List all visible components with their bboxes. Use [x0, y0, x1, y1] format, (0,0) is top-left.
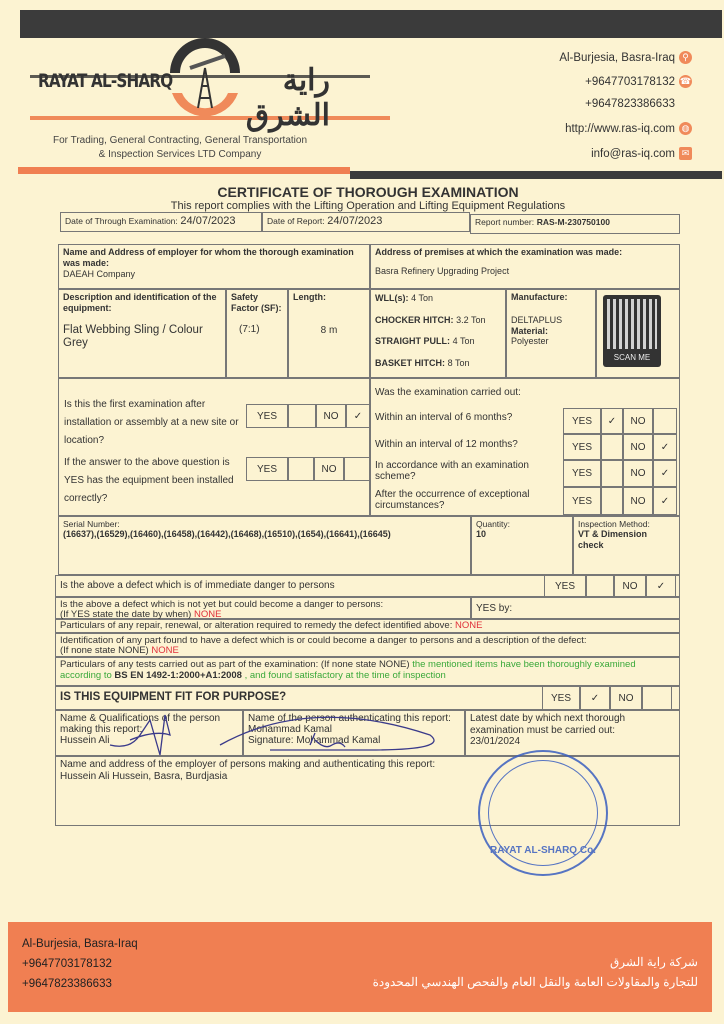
contact-email[interactable]: [591, 147, 692, 160]
yes-checkbox[interactable]: [601, 487, 623, 515]
contact-text: +9647823386633: [585, 98, 675, 110]
identification-hint: (If none state NONE): [60, 645, 149, 657]
yes-label: YES: [563, 487, 601, 515]
label: Safety Factor (SF):: [231, 292, 282, 313]
quantity-cell: [471, 516, 573, 575]
first-exam-yes-no: [246, 404, 370, 428]
no-checkbox[interactable]: ✓: [646, 575, 676, 597]
no-label: NO: [623, 434, 653, 460]
globe-icon: ◍: [679, 122, 692, 135]
tests-standard: BS EN 1492-1:2000+A1:2008: [114, 669, 242, 681]
yes-checkbox[interactable]: [586, 575, 614, 597]
no-label: NO: [623, 460, 653, 487]
page-subtitle: This report complies with the Lifting Operation and Lifting Equipment Regulations: [170, 200, 566, 212]
danger-yes-no: [544, 575, 676, 597]
sf-cell: [226, 289, 288, 378]
yes-label: YES: [563, 408, 601, 434]
no-label: NO: [610, 686, 642, 710]
label: BASKET HITCH:: [375, 357, 445, 368]
employer-persons-value: Hussein Ali Hussein, Basra, Burdjasia: [60, 770, 228, 782]
label: Length:: [293, 292, 326, 302]
maker-label: Name & Qualifications of the person making this report:: [60, 713, 221, 735]
footer-tagline-ar: للتجارة والمقاولات العامة والنقل العام والفحص الهندسي المحدودة: [372, 975, 698, 989]
label: Manufacture:: [511, 292, 568, 302]
phone-icon: ☎: [679, 76, 692, 86]
contact-text: Al-Burjesia, Basra-Iraq: [559, 51, 675, 64]
yes-label: YES: [246, 457, 288, 481]
company-stamp: [478, 750, 608, 876]
divider-dark: [350, 171, 722, 179]
yes-checkbox[interactable]: [288, 404, 316, 428]
footer-company-ar: شركة راية الشرق: [609, 955, 698, 969]
future-danger-hint: (If YES state the date by when): [60, 608, 192, 620]
no-checkbox[interactable]: [642, 686, 672, 710]
interval-12-question: Within an interval of 12 months?: [375, 439, 518, 450]
yes-label: YES: [542, 686, 580, 710]
future-danger-cell: [55, 597, 471, 619]
yes-checkbox[interactable]: [288, 457, 314, 481]
length: 8 m: [320, 324, 338, 336]
no-checkbox[interactable]: ✓: [653, 487, 677, 515]
contact-text: +9647703178132: [585, 75, 675, 88]
no-label: NO: [614, 575, 646, 597]
wll-cell: [370, 289, 506, 378]
wll: 4 Ton: [411, 293, 433, 303]
no-checkbox[interactable]: ✓: [346, 404, 370, 428]
no-checkbox[interactable]: [344, 457, 370, 481]
yes-by-label: YES by:: [476, 603, 513, 614]
interval-6-yes-no: [563, 408, 677, 434]
quantity: 10: [476, 529, 487, 540]
label: Date of Report:: [267, 216, 325, 226]
repair-value: NONE: [455, 620, 483, 631]
label: Report number:: [475, 217, 535, 227]
label: Material:: [511, 325, 549, 336]
footer: [8, 922, 712, 1012]
material: Polyester: [511, 336, 549, 347]
next-exam-date: 23/01/2024: [470, 736, 521, 747]
no-checkbox[interactable]: ✓: [653, 460, 677, 487]
scheme-question: In accordance with an examination scheme?: [375, 460, 529, 482]
yes-label: YES: [563, 460, 601, 487]
email-icon: ✉: [679, 147, 692, 160]
signature-name: Mohammad Kamal: [296, 735, 381, 746]
inspection-method: VT & Dimension check: [578, 529, 648, 550]
exceptional-question: After the occurrence of exceptional circumstances?: [375, 489, 530, 511]
manufacture-cell: [506, 289, 596, 378]
location-pin-icon: ⚲: [679, 51, 692, 64]
identification-cell: [55, 633, 680, 657]
premises-cell: [370, 244, 680, 289]
tests-question: Particulars of any tests carried out as part of the examination: (If none state NONE): [60, 659, 410, 670]
repair-question: Particulars of any repair, renewal, or alteration required to remedy the defect identified above:: [60, 620, 453, 631]
header-top-bar: [20, 10, 722, 38]
tests-result: the mentioned items have been thoroughly examined according to: [60, 659, 636, 681]
contact-phone-1: [585, 75, 692, 88]
signature-label: Signature:: [248, 735, 294, 746]
identification-value: NONE: [151, 645, 179, 657]
tagline-1: For Trading, General Contracting, General Transportation: [52, 135, 308, 146]
label: Name and Address of employer for whom the thorough examination was made:: [63, 247, 354, 268]
serial-numbers: (16637),(16529),(16460),(16458),(16442),(16468),(16510),(1654),(16641),(16645): [63, 529, 391, 540]
maker-name: Hussein Ali: [60, 735, 110, 746]
tests-cell: [55, 657, 680, 686]
safety-factor: (7:1): [239, 323, 260, 335]
equipment-description: Flat Webbing Sling / Colour Grey: [63, 323, 203, 350]
fit-yes-no: [542, 686, 672, 710]
fit-question: IS THIS EQUIPMENT FIT FOR PURPOSE?: [60, 691, 287, 703]
danger-question: Is the above a defect which is of immediate danger to persons: [60, 580, 335, 591]
installed-yes-no: [246, 457, 370, 481]
authenticator-name: Mohammad Kamal: [248, 724, 332, 735]
label: Quantity:: [476, 519, 511, 529]
page-title: CERTIFICATE OF THOROUGH EXAMINATION: [217, 184, 519, 200]
contact-website[interactable]: [565, 122, 692, 135]
employer-cell: [58, 244, 370, 289]
method-cell: [573, 516, 680, 575]
tagline-2: & Inspection Services LTD Company: [98, 149, 262, 160]
footer-address: Al-Burjesia, Basra-Iraq: [22, 938, 138, 950]
label: STRAIGHT PULL:: [375, 336, 450, 346]
yes-checkbox[interactable]: [601, 434, 623, 460]
first-exam-question: Is this the first examination after installation or assembly at a new site or location?: [64, 399, 239, 446]
label: WLL(s):: [375, 293, 409, 303]
label: Serial Number:: [63, 519, 120, 529]
next-exam-cell: [465, 710, 680, 756]
exam-date: 24/07/2023: [180, 215, 236, 227]
next-exam-label: Latest date by which next thorough examination must be carried out:: [470, 713, 626, 736]
scan-me-label: SCAN ME: [613, 353, 651, 362]
manufacturer: DELTAPLUS: [511, 314, 563, 325]
straight-pull: 4 Ton: [452, 336, 475, 346]
yes-label: YES: [246, 404, 288, 428]
basket-hitch: 8 Ton: [447, 357, 470, 368]
exam-date-cell: [60, 212, 262, 232]
installed-question: If the answer to the above question is YES has the equipment been installed correctly?: [64, 457, 234, 504]
no-checkbox[interactable]: [653, 408, 677, 434]
no-label: NO: [623, 408, 653, 434]
no-label: NO: [316, 404, 346, 428]
label: CHOCKER HITCH:: [375, 314, 454, 325]
qr-code[interactable]: [603, 295, 661, 367]
report-date-cell: [262, 212, 470, 232]
qr-cell: [596, 289, 680, 378]
future-danger-question: Is the above a defect which is not yet but could become a danger to persons:: [60, 599, 384, 610]
identification-question: Identification of any part found to have a defect which is or could become a danger to persons and a description of the defect:: [60, 635, 587, 646]
yes-checkbox[interactable]: [601, 460, 623, 487]
yes-checkbox[interactable]: ✓: [580, 686, 610, 710]
carried-out-label: Was the examination carried out:: [375, 387, 521, 398]
yes-label: YES: [544, 575, 586, 597]
no-label: NO: [314, 457, 344, 481]
tests-result-end: , and found satisfactory at the time of inspection: [244, 669, 446, 681]
footer-phone-2: +9647823386633: [22, 978, 112, 990]
logo-text-en: RAYAT AL-SHARQ: [38, 70, 173, 92]
no-label: NO: [623, 487, 653, 515]
label: Description and identification of the equipment:: [63, 292, 217, 313]
logo-line-orange: [30, 116, 390, 120]
stamp-text: RAYAT AL-SHARQ Co.: [490, 845, 596, 856]
exceptional-yes-no: [563, 487, 677, 515]
scheme-yes-no: [563, 460, 677, 487]
label: Date of Through Examination:: [65, 216, 178, 226]
contact-text[interactable]: info@ras-iq.com: [591, 147, 675, 160]
yes-checkbox[interactable]: ✓: [601, 408, 623, 434]
logo: [30, 38, 330, 138]
yes-label: YES: [563, 434, 601, 460]
no-checkbox[interactable]: ✓: [653, 434, 677, 460]
premises-address: Basra Refinery Upgrading Project: [375, 265, 510, 276]
contact-text[interactable]: http://www.ras-iq.com: [565, 122, 675, 135]
label: Address of premises at which the examination was made:: [375, 247, 623, 257]
logo-text-ar: راية الشرق: [245, 64, 330, 132]
contact-address: [559, 51, 692, 64]
report-number-cell: [470, 214, 680, 234]
report-date: 24/07/2023: [327, 215, 383, 227]
contact-phone-2: [585, 98, 675, 110]
interval-6-question: Within an interval of 6 months?: [375, 412, 513, 423]
divider-orange: [18, 167, 350, 174]
future-danger-value: NONE: [193, 608, 222, 620]
footer-phone-1: +9647703178132: [22, 958, 112, 970]
serial-cell: [58, 516, 471, 575]
employer-persons-label: Name and address of the employer of persons making and authenticating this report:: [60, 759, 436, 770]
repair-cell: [55, 619, 680, 633]
report-number: RAS-M-230750100: [536, 217, 610, 227]
interval-12-yes-no: [563, 434, 677, 460]
choker-hitch: 3.2 Ton: [456, 314, 486, 325]
yes-by-cell: [471, 597, 680, 619]
auth-label: Name of the person authenticating this report:: [248, 713, 451, 724]
label: Inspection Method:: [578, 519, 650, 529]
employer-name: DAEAH Company: [63, 268, 136, 279]
length-cell: [288, 289, 370, 378]
description-cell: [58, 289, 226, 378]
